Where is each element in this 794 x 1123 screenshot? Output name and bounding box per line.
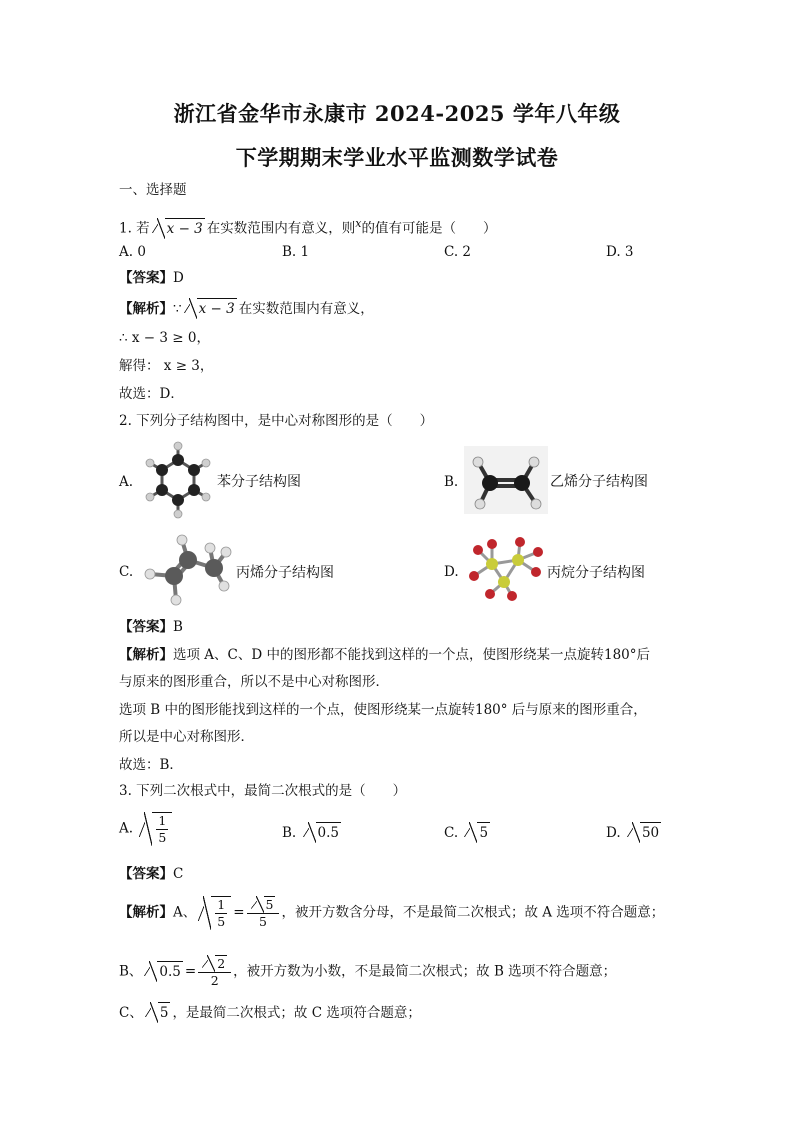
- q3-analysis-line-a: 【解析】A、 $\frac{1}{5}$ = $\frac{5}{5}$ ，被开方数含分母，不是最简二次根式；故 A 选项不符合题意；: [119, 897, 665, 929]
- q2-label-b: 乙烯分子结构图: [550, 474, 648, 490]
- q2-option-a: A.: [119, 474, 134, 490]
- benzene-molecule-image: [140, 438, 216, 522]
- q2-option-d: D.: [444, 564, 459, 580]
- sqrt-expression: $\frac{1}{5}$: [139, 812, 172, 846]
- q2-analysis-line4: 所以是中心对称图形．: [119, 729, 254, 745]
- q3-analysis-line-c: C、 5 ，是最简二次根式；故 C 选项符合题意；: [119, 1002, 421, 1023]
- q2-option-b: B.: [444, 474, 459, 490]
- q1-step2: 解得： x ≥ 3，: [119, 358, 214, 374]
- q2-label-d: 丙烷分子结构图: [547, 565, 645, 581]
- propylene-molecule-image: [138, 530, 234, 612]
- q2-label-a: 苯分子结构图: [217, 474, 301, 490]
- q3-option-a: A. $\frac{1}{5}$: [119, 812, 174, 846]
- q1-answer: 【答案】D: [119, 270, 184, 286]
- q2-answer: 【答案】B: [119, 619, 183, 635]
- sqrt-expression: 5: [464, 822, 490, 843]
- section-heading: 一、选择题: [119, 182, 187, 198]
- sqrt-expression: 0.5: [144, 961, 182, 982]
- q1-analysis: 【解析】∵ x − 3 在实数范围内有意义，: [119, 298, 374, 319]
- sqrt-expression: 0.5: [303, 822, 341, 843]
- sqrt-expression: $\frac{1}{5}$: [198, 896, 231, 930]
- question-3-stem: 3. 下列二次根式中，最简二次根式的是（ ）: [119, 783, 407, 799]
- q1-step3: 故选：D．: [119, 386, 184, 402]
- sqrt-expression: x − 3: [152, 218, 205, 239]
- q1-option-c: C. 2: [444, 244, 472, 260]
- q2-option-c: C.: [119, 564, 134, 580]
- q1-step1: ∴ x − 3 ≥ 0，: [119, 330, 210, 346]
- question-2-stem: 2. 下列分子结构图中，是中心对称图形的是（ ）: [119, 413, 434, 429]
- q1-option-d: D. 3: [606, 244, 634, 260]
- paper-title-line1: 浙江省金华市永康市 2024-2025 学年八年级: [173, 101, 621, 126]
- q2-label-c: 丙烯分子结构图: [236, 565, 334, 581]
- question-1-stem: 1. 若 x − 3 在实数范围内有意义，则$^x$的值有可能是（ ）: [119, 217, 497, 237]
- q3-option-c: C. 5: [444, 822, 492, 843]
- sqrt-expression: 5: [251, 896, 276, 913]
- paper-title-line2: 下学期期末学业水平监测数学试卷: [235, 145, 559, 170]
- q2-analysis-line3: 选项 B 中的图形能找到这样的一个点，使图形绕某一点旋转180° 后与原来的图形重合，: [119, 702, 647, 718]
- ethylene-molecule-image: [464, 446, 548, 514]
- propane-molecule-image: [466, 536, 546, 602]
- sqrt-expression: 50: [627, 822, 661, 843]
- sqrt-expression: 2: [202, 955, 227, 972]
- q2-analysis-line2: 与原来的图形重合，所以不是中心对称图形．: [119, 674, 389, 690]
- q2-analysis-line5: 故选：B．: [119, 757, 183, 773]
- q1-option-a: A. 0: [119, 244, 146, 260]
- q3-option-d: D. 50: [606, 822, 663, 843]
- q2-analysis-line1: 【解析】选项 A、C、D 中的图形都不能找到这样的一个点，使图形绕某一点旋转180°后: [119, 647, 651, 663]
- q1-option-b: B. 1: [282, 244, 310, 260]
- sqrt-expression: x − 3: [184, 298, 237, 319]
- q3-option-b: B. 0.5: [282, 822, 343, 843]
- q3-answer: 【答案】C: [119, 866, 184, 882]
- sqrt-expression: 5: [145, 1002, 171, 1023]
- q3-analysis-line-b: B、 0.5 = $\frac{2}{2}$ ，被开方数为小数，不是最简二次根式；故 B 选项不符合题意；: [119, 956, 617, 988]
